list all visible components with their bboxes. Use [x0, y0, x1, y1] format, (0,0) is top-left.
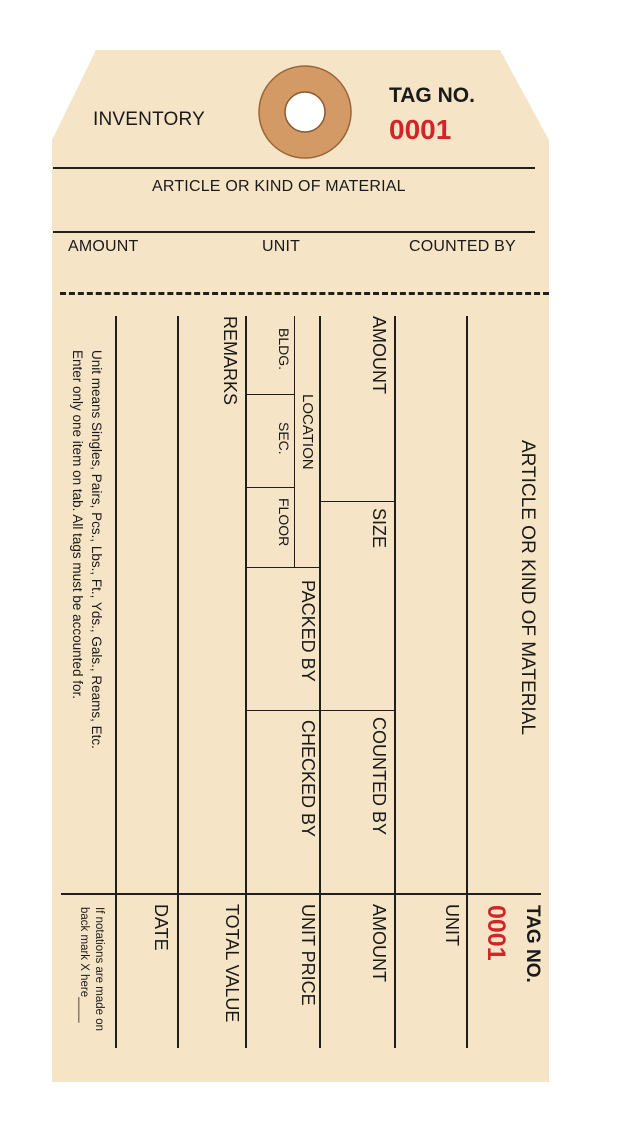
- total-value-label: TOTAL VALUE: [222, 904, 242, 1023]
- column-line: [394, 316, 396, 1048]
- divider-line: [53, 231, 535, 233]
- perforation-line[interactable]: [60, 292, 549, 295]
- body-article-label: ARTICLE OR KIND OF MATERIAL: [517, 440, 538, 735]
- instructions-line-2: Enter only one item on tab. All tags must be accounted for.: [70, 350, 85, 699]
- packed-checked-divider: [246, 710, 395, 711]
- bldg-sec-divider: [246, 394, 295, 395]
- tag-number: 0001: [389, 114, 452, 145]
- stub-article-label: ARTICLE OR KIND OF MATERIAL: [152, 178, 406, 195]
- footer-unit-label: UNIT: [442, 904, 462, 946]
- date-label: DATE: [151, 904, 171, 951]
- stub-unit-label: UNIT: [262, 238, 301, 255]
- footer-divider-line: [61, 893, 541, 895]
- bldg-label: BLDG.: [276, 328, 292, 371]
- column-line: [177, 316, 179, 1048]
- remarks-label: REMARKS: [220, 316, 240, 406]
- stub-amount-label: AMOUNT: [68, 238, 139, 255]
- sec-label: SEC.: [276, 422, 292, 455]
- column-line: [466, 316, 468, 1048]
- column-line: [245, 316, 247, 1048]
- location-packed-divider: [246, 567, 320, 568]
- body-size-label: SIZE: [369, 508, 389, 549]
- floor-label: FLOOR: [276, 498, 292, 547]
- body-amount-label: AMOUNT: [369, 316, 389, 394]
- location-label: LOCATION: [299, 394, 316, 470]
- column-line: [115, 316, 117, 1048]
- checked-by-label: CHECKED BY: [298, 720, 318, 838]
- footer-tag-no-label: TAG NO.: [522, 905, 543, 983]
- instructions-line-1: Unit means Singles, Pairs, Pcs., Lbs., Ft., Yds., Gals., Reams, Etc.: [89, 350, 104, 749]
- notation-line-1: If notations are made on: [93, 907, 105, 1032]
- body-counted-by-label: COUNTED BY: [369, 717, 389, 836]
- grommet-hole-icon: [285, 92, 325, 132]
- notation-line-2: back mark X here____: [78, 907, 90, 1023]
- inventory-title: INVENTORY: [93, 109, 205, 130]
- footer-amount-label: AMOUNT: [369, 904, 389, 982]
- sec-floor-divider: [246, 487, 295, 488]
- packed-by-label: PACKED BY: [298, 580, 318, 682]
- column-line: [319, 316, 321, 1048]
- divider-line: [53, 167, 535, 169]
- footer-tag-number: 0001: [482, 905, 510, 961]
- unit-price-label: UNIT PRICE: [298, 904, 318, 1006]
- location-subcolumn-line: [294, 316, 295, 568]
- amount-size-divider: [320, 501, 395, 502]
- stub-counted-by-label: COUNTED BY: [409, 238, 516, 255]
- tag-no-label: TAG NO.: [389, 84, 475, 107]
